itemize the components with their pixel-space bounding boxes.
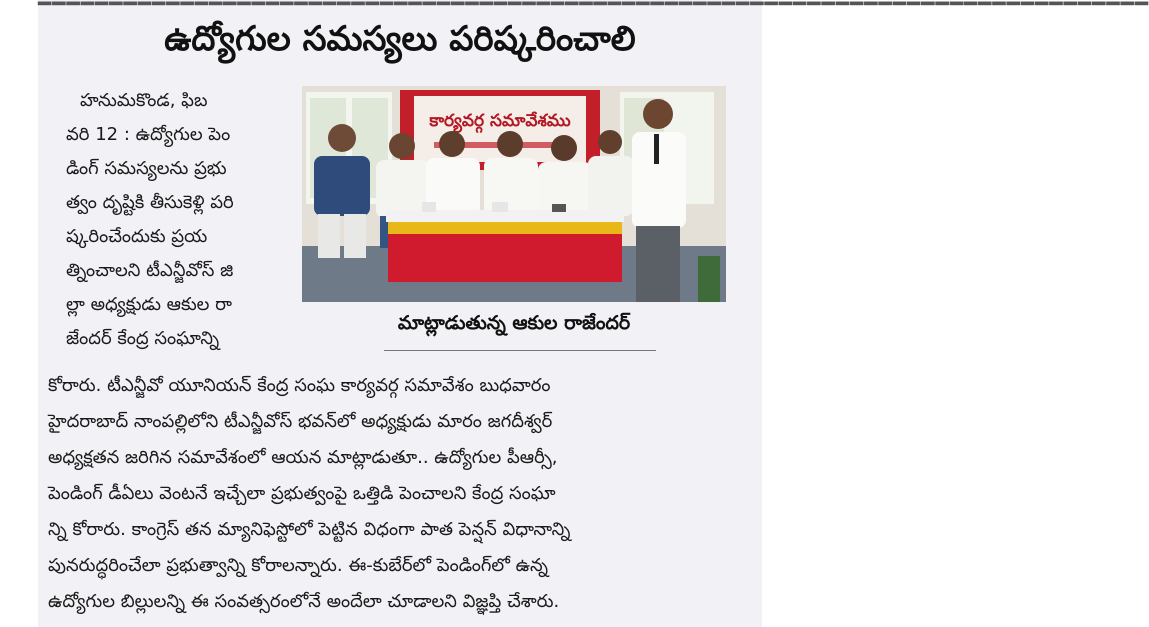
body-line: పునరుద్ధరించేలా ప్రభుత్వాన్ని కోరాలన్నారు. ఈ-కుబేర్‌లో పెండింగ్‌లో ఉన్న: [48, 555, 548, 576]
banner-text: కార్యవర్గ సమావేశము: [429, 111, 571, 131]
body-line: న్ని కోరారు. కాంగ్రెస్ తన మ్యానిఫెస్టోలో పెట్టిన విధంగా పాత పెన్షన్ విధానాన్ని: [48, 519, 571, 540]
column-line: వరి 12 : ఉద్యోగుల పెం: [66, 124, 231, 145]
meeting-photo-illustration: [302, 86, 726, 302]
column-line: జేందర్ కేంద్ర సంఘాన్ని: [66, 328, 220, 349]
body-line: పెండింగ్ డీఏలు వెంటనే ఇచ్చేలా ప్రభుత్వంపై ఒత్తిడి పెంచాలని కేంద్ర సంఘా: [48, 483, 556, 504]
column-line: ల్లా అధ్యక్షుడు ఆకుల రా: [66, 294, 233, 315]
column-line: ష్కరించేందుకు ప్రయ: [66, 226, 208, 247]
column-line: త్వం దృష్టికి తీసుకెళ్లి పరి: [66, 192, 234, 213]
article-body: [48, 368, 748, 620]
caption-divider: [384, 350, 656, 351]
column-line: త్నించాలని టీఎన్జీవోస్ జి: [66, 260, 234, 281]
article-intro-column: [66, 84, 302, 356]
body-line: హైదరాబాద్ నాంపల్లిలోని టీఎన్జీవోస్ భవన్‌లో అధ్యక్షుడు మారం జగదీశ్వర్: [48, 411, 553, 432]
column-line: డింగ్ సమస్యలను ప్రభు: [66, 158, 227, 179]
previous-article-cut-text: ━━━━━━━━━━━━━━━━━━━━━━━━━━━━━━━━━━━━━━━━━━━━━━━━━━━━━━━━━━━━━━━━━━━━━━━━━━━━━━: [38, 0, 1149, 17]
column-line: హనుమకొండ, ఫిబ: [80, 90, 208, 111]
photo-caption: మాట్లాడుతున్న ఆకుల రాజేందర్: [397, 312, 631, 334]
body-line: అధ్యక్షతన జరిగిన సమావేశంలో ఆయన మాట్లాడుతూ.. ఉద్యోగుల పీఆర్సీ,: [48, 447, 558, 468]
article-headline: ఉద్యోగుల సమస్యలు పరిష్కరించాలి: [164, 19, 636, 59]
meeting-photo: [302, 86, 726, 302]
body-line: కోరారు. టీఎన్జీవో యూనియన్ కేంద్ర సంఘ కార్యవర్గ సమావేశం బుధవారం: [48, 375, 551, 396]
body-line: ఉద్యోగుల బిల్లులన్ని ఈ సంవత్సరంలోనే అందేలా చూడాలని విజ్ఞప్తి చేశారు.: [48, 591, 560, 612]
